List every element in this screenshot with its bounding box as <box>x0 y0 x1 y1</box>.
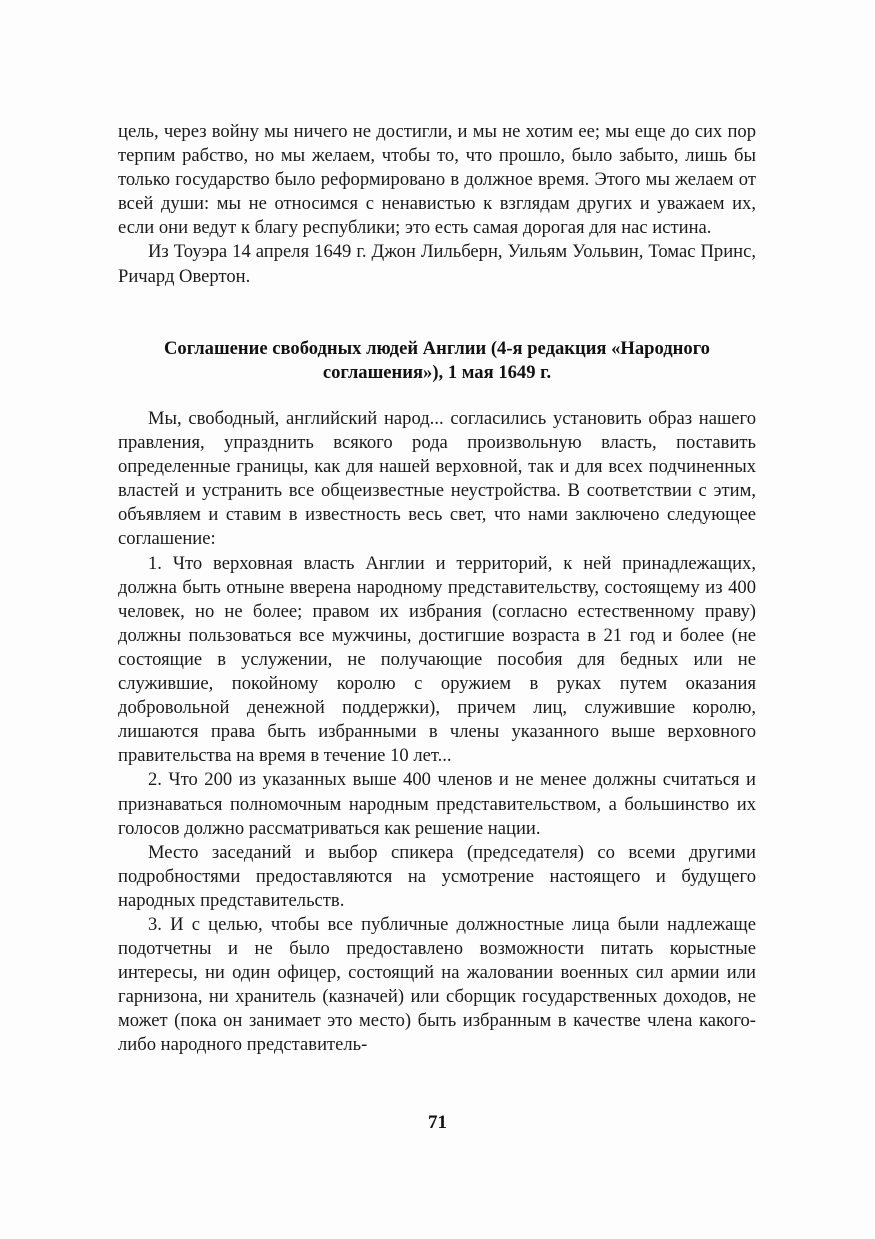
paragraph: Мы, свободный, английский народ... согласились установить образ нашего правления, упразднить всякого рода произвольную власть, поставить определенные границы, как для нашей верховной, так и для всех подчиненных властей и устранить все общеизвестные неустройства. В соответствии с этим, объявляем и ставим в известность весь свет, что нами заключено следующее соглашение: <box>118 408 756 550</box>
paragraph: 1. Что верховная власть Англии и территорий, к ней принадлежащих, должна быть отныне вверена народному представительству, состоящему из 400 человек, но не более; правом их избрания (согласно естественному праву) должны пользоваться все мужчины, достигшие возраста в 21 год и более (не состоящие в услужении, не получающие пособия для бедных или не служившие, покойному королю с оружием в руках путем оказания добровольной денежной поддержки), причем лиц, служившие королю, лишаются права быть избранными в члены указанного выше верховного правительства на время в течение 10 лет... <box>118 552 756 767</box>
agreement-text <box>118 407 756 1058</box>
paragraph: Из Тоуэра 14 апреля 1649 г. Джон Лильберн, Уильям Уольвин, Томас Принс, Ричард Овертон. <box>118 241 756 287</box>
paragraph: цель, через войну мы ничего не достигли, и мы не хотим ее; мы еще до сих пор терпим рабство, но мы желаем, чтобы то, что прошло, было забыто, лишь бы только государство было реформировано в должное время. Этого мы желаем от всей души: мы не относимся с ненавистью к взглядам других и уважаем их, если они ведут к благу республики; это есть самая дорогая для нас истина. <box>118 121 756 239</box>
page-number: 71 <box>428 1112 447 1133</box>
paragraph: Место заседаний и выбор спикера (председателя) со всеми другими подробностями предоставляются на усмотрение настоящего и будущего народных представительств. <box>118 841 756 911</box>
paragraph: 2. Что 200 из указанных выше 400 членов и не менее должны считаться и признаваться полномочным народным представительством, а большинство их голосов должно рассматриваться как решение нации. <box>118 769 756 839</box>
paragraph: 3. И с целью, чтобы все публичные должностные лица были надлежаще подотчетны и не было предоставлено возможности питать корыстные интересы, ни один офицер, состоящий на жаловании военных сил армии или гарнизона, ни хранитель (казначей) или сборщик государственных доходов, не может (пока он занимает это место) быть избранным в качестве члена какого-либо народного представитель- <box>118 913 756 1056</box>
continuation-text <box>118 120 756 289</box>
section-heading: Соглашение свободных людей Англии (4-я редакция «Народного соглашения»), 1 мая 1649 г. <box>164 338 710 383</box>
